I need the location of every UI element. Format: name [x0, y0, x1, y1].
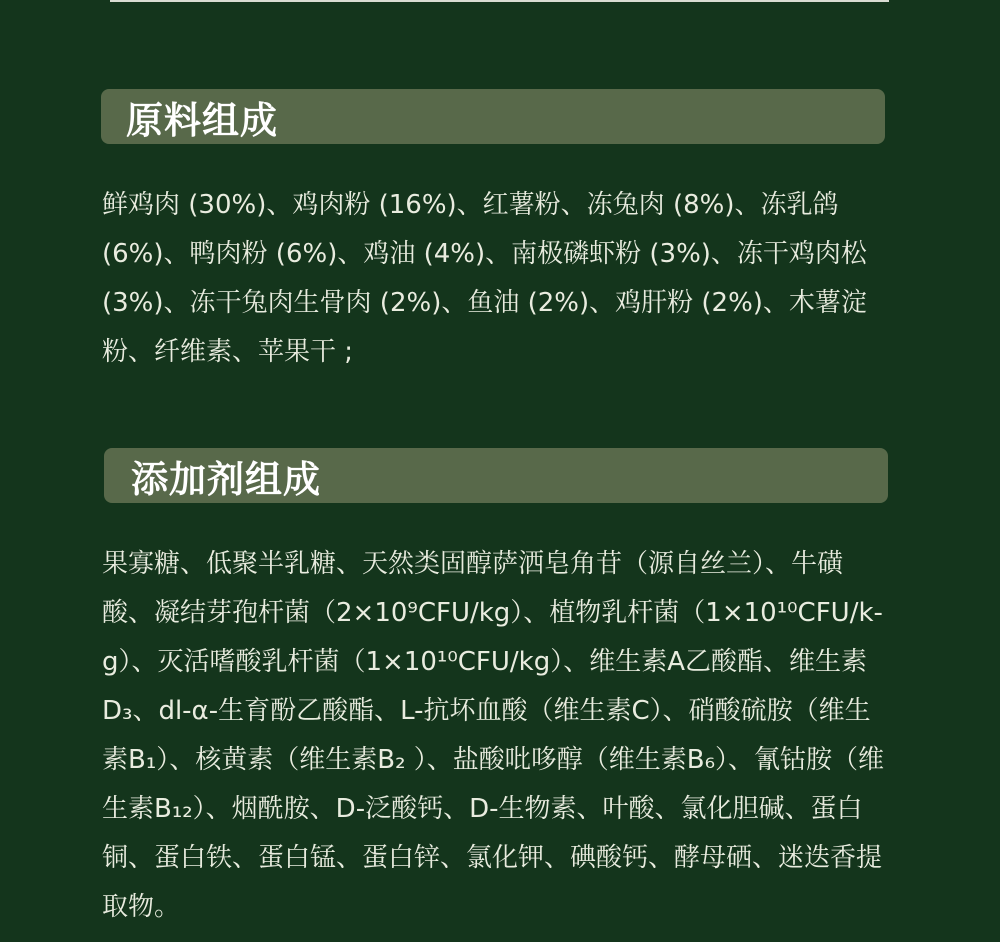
- ingredients-text: [102, 181, 867, 377]
- additives-line: 生素B₁₂）、烟酰胺、D-泛酸钙、D-生物素、叶酸、氯化胆碱、蛋白: [102, 794, 863, 824]
- additives-line: g）、灭活嗜酸乳杆菌（1×10¹⁰CFU/kg）、维生素A乙酸酯、维生素: [102, 647, 868, 677]
- top-divider-line: [110, 0, 889, 2]
- ingredients-line: 鲜鸡肉 (30%)、鸡肉粉 (16%)、红薯粉、冻兔肉 (8%)、冻乳鸽: [102, 190, 839, 220]
- ingredients-line: (3%)、冻干兔肉生骨肉 (2%)、鱼油 (2%)、鸡肝粉 (2%)、木薯淀: [102, 288, 867, 318]
- ingredients-line: (6%)、鸭肉粉 (6%)、鸡油 (4%)、南极磷虾粉 (3%)、冻干鸡肉松: [102, 239, 867, 269]
- additives-title: 添加剂组成: [131, 457, 321, 501]
- ingredients-line: 粉、纤维素、苹果干 ;: [102, 337, 354, 367]
- additives-line: 果寡糖、低聚半乳糖、天然类固醇萨洒皂角苷（源自丝兰）、牛磺: [102, 549, 844, 579]
- additives-text: [102, 540, 884, 932]
- additives-line: 酸、凝结芽孢杆菌（2×10⁹CFU/kg）、植物乳杆菌（1×10¹⁰CFU/k-: [102, 598, 883, 628]
- additives-line: 素B₁）、核黄素（维生素B₂ ）、盐酸吡哆醇（维生素B₆）、氰钴胺（维: [102, 745, 885, 775]
- additives-line: D₃、dl-α-生育酚乙酸酯、L-抗坏血酸（维生素C）、硝酸硫胺（维生: [102, 696, 871, 726]
- ingredients-title: 原料组成: [126, 98, 278, 142]
- additives-line: 取物。: [102, 892, 181, 922]
- ingredients-header: [101, 89, 885, 144]
- additives-header: [104, 448, 888, 503]
- additives-line: 铜、蛋白铁、蛋白锰、蛋白锌、氯化钾、碘酸钙、酵母硒、迷迭香提: [102, 843, 883, 873]
